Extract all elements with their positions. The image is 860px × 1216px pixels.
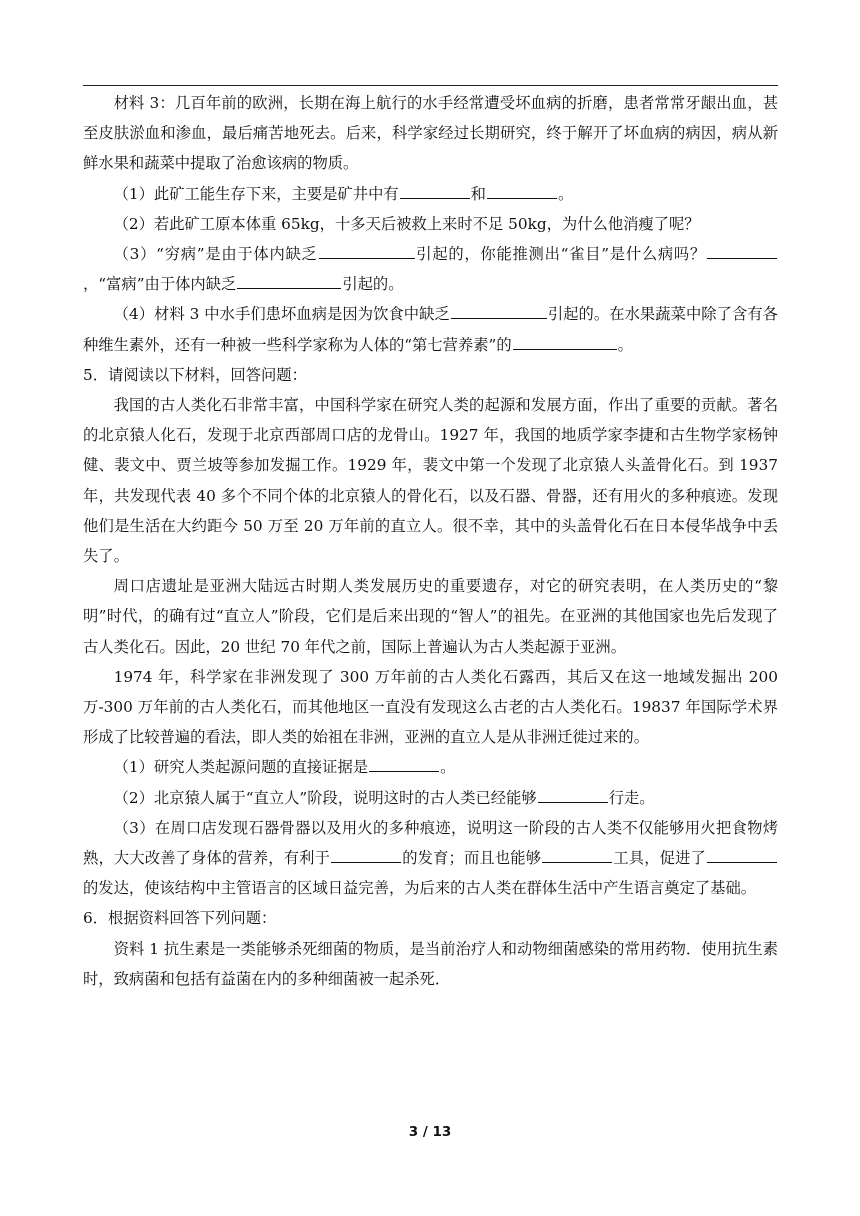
q5-paragraph-3: 1974 年，科学家在非洲发现了 300 万年前的古人类化石露西，其后又在这一地域发掘出 200 万-300 万年前的古人类化石，而其他地区一直没有发现这么古老的古人类化石。19837 年国际学术界形成了比较普遍的看法，即人类的始祖在非洲，亚洲的直立人是从非洲迁徙过来的。 <box>83 667 778 747</box>
q5-paragraph-2: 周口店遗址是亚洲大陆远古时期人类发展历史的重要遗存，对它的研究表明，在人类历史的“黎明”时代，的确有过“直立人”阶段，它们是后来出现的“智人”的祖先。在亚洲的其他国家也先后发现了古人类化石。因此，20 世纪 70 年代之前，国际上普遍认为古人类起源于亚洲。 <box>83 577 778 656</box>
q4-part-2: （2）若此矿工原本体重 65kg，十多天后被救上来时不足 50kg，为什么他消瘦了呢？ <box>113 214 700 233</box>
q5-part-3: （3）在周口店发现石器骨器以及用火的多种痕迹，说明这一阶段的古人类不仅能够用火把食物烤熟，大大改善了身体的营养，有利于 的发育；而且也能够 工具，促进了的发达，使该结构中主管语言的区域日益完善，为后来的古人类在群体生活中产生语言奠定了基础。 <box>83 818 778 898</box>
question-6-heading: 6．根据资料回答下列问题： <box>83 909 277 928</box>
q5-paragraph-1: 我国的古人类化石非常丰富，中国科学家在研究人类的起源和发展方面，作出了重要的贡献。著名的北京猿人化石，发现于北京西部周口店的龙骨山。1927 年，我国的地质学家李捷和古生物学家杨钟健、裴文中、贾兰坡等参加发掘工作。1929 年，裴文中第一个发现了北京猿人头盖骨化石。到 1937 年，共发现代表 40 多个不同个体的北京猿人的骨化石，以及石器、骨器，还有用火的多种痕迹。发现他们是生活在大约距今 50 万至 20 万年前的直立人。很不幸，其中的头盖骨化石在日本侵华战争中丢失了。 <box>83 396 778 566</box>
answer-blank[interactable] <box>513 332 617 350</box>
q6-paragraph-1: 资料 1 抗生素是一类能够杀死细菌的物质，是当前治疗人和动物细菌感染的常用药物．使用抗生素时，致病菌和包括有益菌在内的多种细菌被一起杀死． <box>83 939 778 988</box>
q4-part-1: （1）此矿工能生存下来，主要是矿井中有 和 。 <box>83 179 778 209</box>
answer-blank[interactable] <box>319 241 415 259</box>
page-content <box>83 88 778 994</box>
question-5-heading: 5．请阅读以下材料，回答问题： <box>83 365 307 384</box>
answer-blank[interactable] <box>707 845 777 863</box>
answer-blank[interactable] <box>542 845 612 863</box>
answer-blank[interactable] <box>538 785 608 803</box>
answer-blank[interactable] <box>707 241 777 259</box>
answer-blank[interactable] <box>400 181 470 199</box>
q5-part-2: （2）北京猿人属于“直立人”阶段，说明这时的古人类已经能够 行走。 <box>83 783 778 813</box>
q4-part-4: （4）材料 3 中水手们患坏血病是因为饮食中缺乏 引起的。在水果蔬菜中除了含有各种维生素外，还有一种被一些科学家称为人体的“第七营养素”的 。 <box>83 299 778 359</box>
answer-blank[interactable] <box>331 845 401 863</box>
page-number: 3 / 13 <box>408 1124 452 1140</box>
q4-part-3: （3）“穷病”是由于体内缺乏 引起的，你能推测出“雀目”是什么病吗？，“富病”由于体内缺乏 引起的。 <box>83 239 778 299</box>
answer-blank[interactable] <box>237 271 341 289</box>
answer-blank[interactable] <box>369 754 439 772</box>
material-3-paragraph: 材料 3：几百年前的欧洲，长期在海上航行的水手经常遭受坏血病的折磨，患者常常牙龈出血，甚至皮肤淤血和渗血，最后痛苦地死去。后来，科学家经过长期研究，终于解开了坏血病的病因，病从新鲜水果和蔬菜中提取了治愈该病的物质。 <box>83 94 778 173</box>
header-rule <box>83 85 778 86</box>
answer-blank[interactable] <box>451 301 547 319</box>
answer-blank[interactable] <box>487 181 557 199</box>
q5-part-1: （1）研究人类起源问题的直接证据是 。 <box>83 752 778 782</box>
